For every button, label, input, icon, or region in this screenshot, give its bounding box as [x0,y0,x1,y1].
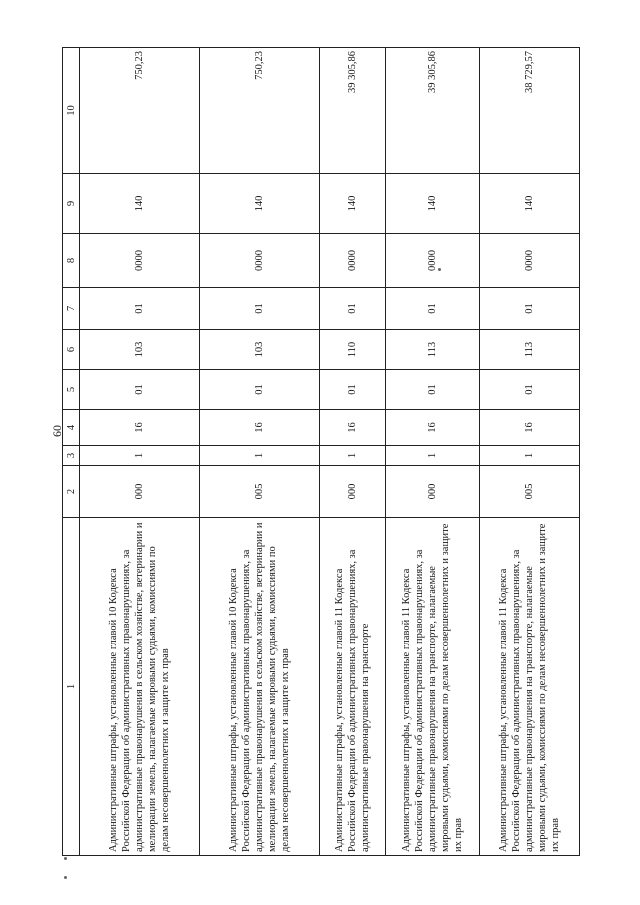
header-cell: 5 [63,370,80,410]
table-row [320,48,386,856]
budget-table [62,47,580,856]
code-cell: 0000 [480,234,580,288]
code-cell: 01 [480,288,580,330]
code-cell: 1 [80,446,200,466]
page-number: 60 [50,425,64,437]
header-cell: 9 [63,174,80,234]
code-cell: 103 [200,330,320,370]
header-cell: 10 [63,48,80,174]
code-cell: 0000 [200,234,320,288]
code-cell: 01 [480,370,580,410]
code-cell: 16 [200,410,320,446]
code-cell: 113 [480,330,580,370]
scan-speck [64,876,67,879]
table-row [480,48,580,856]
row-description: Административные штрафы, установленные главой 11 Кодекса Российской Федерации об административных правонарушениях, за административные правонарушения на транспорте, налагаемые мировыми судьями, комиссиями по делам несовершеннолетних и защите их прав [480,518,580,856]
code-cell: 0000 [320,234,386,288]
rotated-table-container [62,48,576,856]
code-cell: 140 [80,174,200,234]
code-cell: 140 [480,174,580,234]
code-cell: 005 [200,466,320,518]
code-cell: 16 [480,410,580,446]
header-cell: 7 [63,288,80,330]
code-cell: 01 [386,370,480,410]
code-cell: 113 [386,330,480,370]
amount-cell: 750,23 [200,48,320,174]
header-cell: 8 [63,234,80,288]
scan-speck [438,268,441,271]
code-cell: 005 [480,466,580,518]
amount-cell: 38 729,57 [480,48,580,174]
scan-speck [64,857,67,860]
row-description: Административные штрафы, установленные главой 10 Кодекса Российской Федерации об административных правонарушениях, за административные правонарушения в сельском хозяйстве, ветеринарии и мелиорации земель, налагаемые мировыми судьями, комиссиями по делам несовершеннолетних и защите их прав [80,518,200,856]
amount-cell: 750,23 [80,48,200,174]
code-cell: 01 [80,288,200,330]
code-cell: 110 [320,330,386,370]
table-row [200,48,320,856]
header-cell: 2 [63,466,80,518]
code-cell: 01 [386,288,480,330]
code-cell: 01 [320,370,386,410]
amount-cell: 39 305,86 [386,48,480,174]
amount-cell: 39 305,86 [320,48,386,174]
code-cell: 1 [480,446,580,466]
row-description: Административные штрафы, установленные главой 11 Кодекса Российской Федерации об административных правонарушениях, за административные правонарушения на транспорте [320,518,386,856]
row-description: Административные штрафы, установленные главой 10 Кодекса Российской Федерации об административных правонарушениях, за административные правонарушения в сельском хозяйстве, ветеринарии и мелиорации земель, налагаемые мировыми судьями, комиссиями по делам несовершеннолетних и защите их прав [200,518,320,856]
table-row [386,48,480,856]
header-row [63,48,80,856]
code-cell: 000 [320,466,386,518]
code-cell: 16 [320,410,386,446]
header-cell: 3 [63,446,80,466]
code-cell: 16 [386,410,480,446]
code-cell: 140 [320,174,386,234]
code-cell: 0000 [386,234,480,288]
code-cell: 01 [320,288,386,330]
code-cell: 103 [80,330,200,370]
header-cell: 4 [63,410,80,446]
code-cell: 000 [386,466,480,518]
code-cell: 1 [200,446,320,466]
row-description: Административные штрафы, установленные главой 11 Кодекса Российской Федерации об административных правонарушениях, за административные правонарушения на транспорте, налагаемые мировыми судьями, комиссиями по делам несовершеннолетних и защите их прав [386,518,480,856]
code-cell: 16 [80,410,200,446]
code-cell: 01 [200,288,320,330]
code-cell: 01 [200,370,320,410]
header-cell: 1 [63,518,80,856]
code-cell: 1 [320,446,386,466]
code-cell: 140 [386,174,480,234]
code-cell: 000 [80,466,200,518]
table-row [80,48,200,856]
code-cell: 01 [80,370,200,410]
header-cell: 6 [63,330,80,370]
code-cell: 140 [200,174,320,234]
code-cell: 0000 [80,234,200,288]
code-cell: 1 [386,446,480,466]
